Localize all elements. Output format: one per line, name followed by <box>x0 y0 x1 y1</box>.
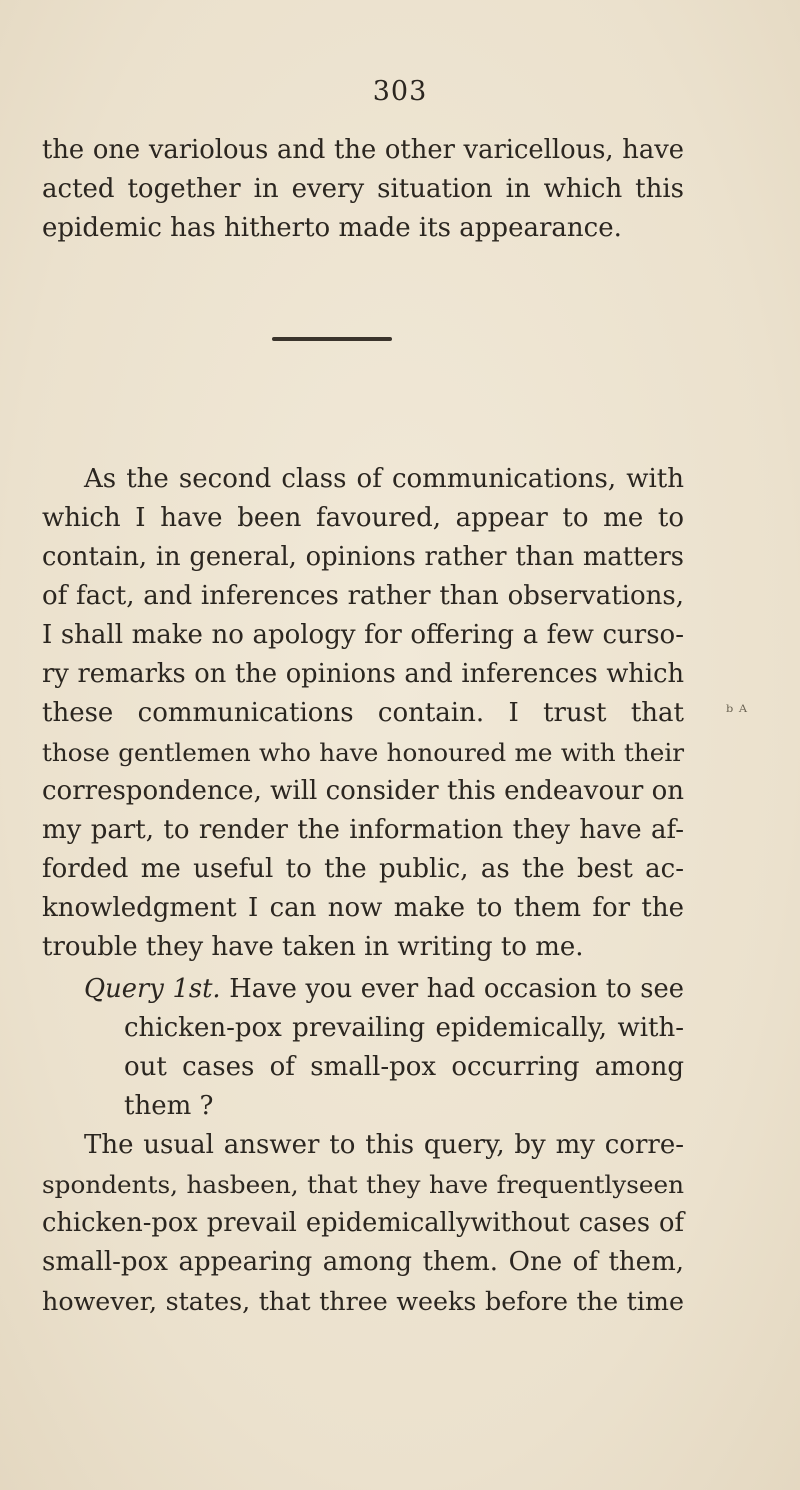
text-line: my part, to render the information they have af- <box>42 815 684 845</box>
text-line: acted together in every situation in which this <box>42 174 684 204</box>
text-line: these communications contain. I trust that <box>42 698 684 728</box>
text-line: I shall make no apology for offering a few curso- <box>42 620 684 650</box>
text-line: spondents, hasbeen, that they have frequentlyseen <box>42 1170 684 1199</box>
second-class-paragraph <box>42 460 684 967</box>
text-line: chicken-pox prevail epidemicallywithout cases of <box>42 1208 684 1238</box>
text-line: correspondence, will consider this endeavour on <box>42 776 684 806</box>
margin-annotation: ᵇ ᴬ <box>726 702 748 723</box>
text-line: which I have been favoured, appear to me to <box>42 503 684 533</box>
query-first-line <box>42 970 684 1009</box>
text-line: Have you ever had occasion to see <box>229 974 684 1004</box>
page-number: 303 <box>372 76 428 107</box>
text-line: knowledgment I can now make to them for the <box>42 893 684 923</box>
text-line: epidemic has hitherto made its appearance. <box>42 213 622 243</box>
answer-paragraph <box>42 1126 684 1321</box>
query-label: Query 1st. <box>84 974 221 1004</box>
query-paragraph <box>42 970 684 1126</box>
text-line: The usual answer to this query, by my corre- <box>84 1130 684 1160</box>
text-line: ry remarks on the opinions and inferences which <box>42 659 684 689</box>
text-line: small-pox appearing among them. One of them, <box>42 1247 684 1277</box>
text-line: of fact, and inferences rather than observations, <box>42 581 684 611</box>
text-line: contain, in general, opinions rather than matters <box>42 542 684 572</box>
text-line: trouble they have taken in writing to me. <box>42 932 584 962</box>
text-line: chicken-pox prevailing epidemically, with- <box>124 1013 684 1043</box>
text-line: those gentlemen who have honoured me with their <box>42 738 684 767</box>
intro-paragraph <box>42 131 684 248</box>
text-line: forded me useful to the public, as the best ac- <box>42 854 684 884</box>
text-line: the one variolous and the other varicellous, have <box>42 135 684 165</box>
text-line: however, states, that three weeks before the time <box>42 1286 684 1316</box>
section-divider-rule <box>272 337 392 341</box>
text-line: them ? <box>124 1091 214 1121</box>
text-line: As the second class of communications, with <box>84 464 684 494</box>
text-line: out cases of small-pox occurring among <box>124 1052 684 1082</box>
